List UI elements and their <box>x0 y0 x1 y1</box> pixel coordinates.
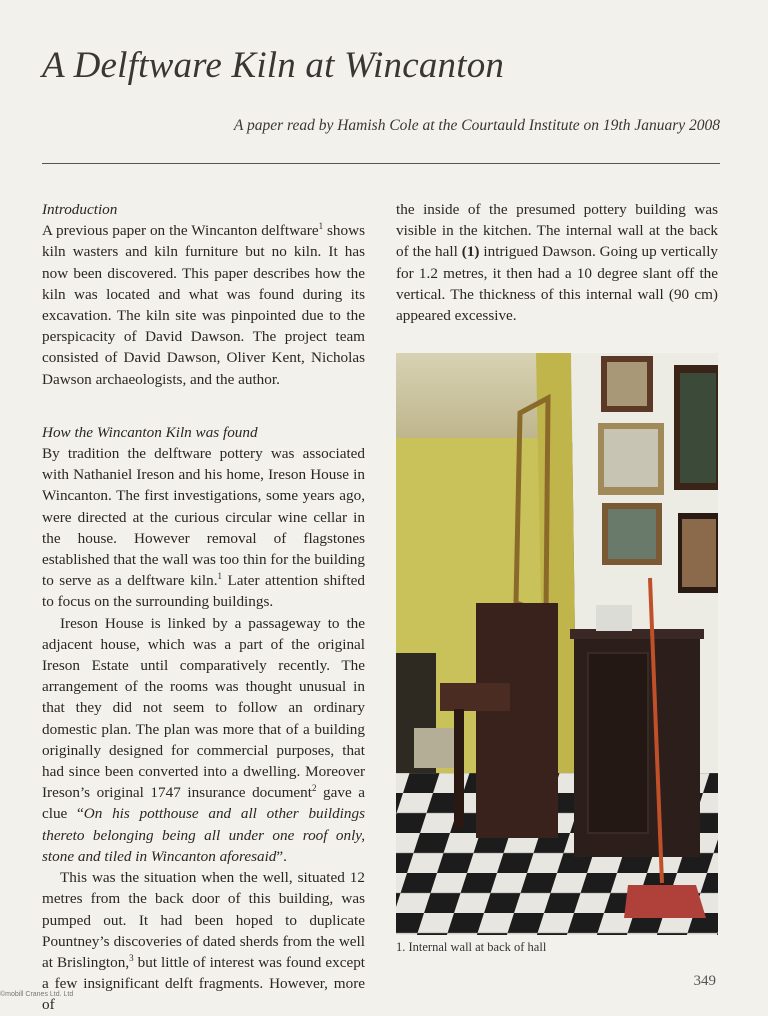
figure-reference[interactable]: (1) <box>461 243 480 261</box>
piano <box>476 603 558 838</box>
figure-photo-hall-wall <box>396 353 718 935</box>
text-run: A previous paper on the Wincanton delftware <box>42 222 319 240</box>
text-run: Later attention shifted to focus on the surrounding buildings. <box>42 572 366 611</box>
text-run: By tradition the delftware pottery was associated with Nathaniel Ireson and his home, Ireson House in Wincanton. The first investigations, some years ago, were directed at the curious circular wine cellar in the house. However removal of flagstones established that the wall was too thin for the building to serve as a delftware kiln. <box>42 445 365 590</box>
page-number: 349 <box>693 973 716 989</box>
text-run: intrigued Dawson. Going up vertically for 1.2 metres, it then had a 10 degree slant off the vertical. The thickness of this internal wall (90 cm) appeared excessive. <box>396 243 719 325</box>
picture-image <box>607 362 647 406</box>
found-paragraph-3 <box>42 867 365 1015</box>
right-paragraph <box>396 199 718 326</box>
picture-image <box>680 373 716 483</box>
quote-text: On his potthouse and all other buildings thereto belonging being all under one roof only, stone and tiled in Wincanton aforesaid <box>42 805 365 865</box>
piano-leg <box>454 709 464 829</box>
picture-image <box>604 429 658 487</box>
article-subtitle: A paper read by Hamish Cole at the Courtauld Institute on 19th January 2008 <box>233 117 720 134</box>
piano-keyboard <box>440 683 510 711</box>
basket <box>414 728 454 768</box>
broom-head <box>624 885 706 918</box>
text-run: Ireson House is linked by a passageway to the adjacent house, which was a part of the original Ireson Estate until comparatively recently. The arrangement of the rooms was thought unusual in that they did not seem to follow an ordinary domestic plan. The plan was more that of a building originally designed for commercial purposes, that had since been converted into a dwelling. Moreover Ireson’s original 1747 insurance document <box>42 614 365 802</box>
found-paragraph-1 <box>42 443 365 613</box>
text-run: This was the situation when the well, situated 12 metres from the back door of this building, was pumped out. It had been hoped to duplicate Pountney’s discoveries of dated sherds from the well at Brislington, <box>42 869 365 971</box>
cabinet-top <box>570 629 704 639</box>
intro-paragraph <box>42 220 365 390</box>
footnote-marker[interactable]: 1 <box>217 571 222 582</box>
cabinet-door <box>588 653 648 833</box>
text-run: gave a clue “ <box>42 784 365 823</box>
picture-image <box>608 509 656 559</box>
right-column <box>396 199 718 326</box>
photo-illustration <box>396 353 718 935</box>
footnote-marker[interactable]: 2 <box>311 783 317 794</box>
footnote-marker[interactable]: 1 <box>318 221 324 232</box>
figure-caption: 1. Internal wall at back of hall <box>396 940 547 954</box>
watermark: ©mobill Cranes Ltd. Ltd <box>0 991 74 998</box>
title-divider <box>42 163 720 164</box>
text-run: but little of interest was found except a few insignificant delft fragments. However, more of <box>42 953 366 1014</box>
section-heading-how-found: How the Wincanton Kiln was found <box>42 423 258 441</box>
telephone <box>596 605 632 631</box>
footnote-marker[interactable]: 3 <box>129 952 134 963</box>
text-run: ”. <box>276 847 287 865</box>
picture-image <box>682 519 716 587</box>
left-column <box>42 199 365 1016</box>
section-heading-introduction: Introduction <box>42 201 118 218</box>
text-run: shows kiln wasters and kiln furniture but no kiln. It has now been discovered. This paper describes how the kiln was located and what was found during its excavation. The kiln site was pinpointed due to the perspicacity of David Dawson. The project team consisted of David Dawson, Oliver Kent, Nicholas Dawson archaeologists, and the author. <box>42 222 365 388</box>
text-run: the inside of the presumed pottery building was visible in the kitchen. The internal wall at the back of the hall <box>396 201 718 261</box>
article-title: A Delftware Kiln at Wincanton <box>42 45 505 86</box>
found-paragraph-2 <box>42 613 365 867</box>
